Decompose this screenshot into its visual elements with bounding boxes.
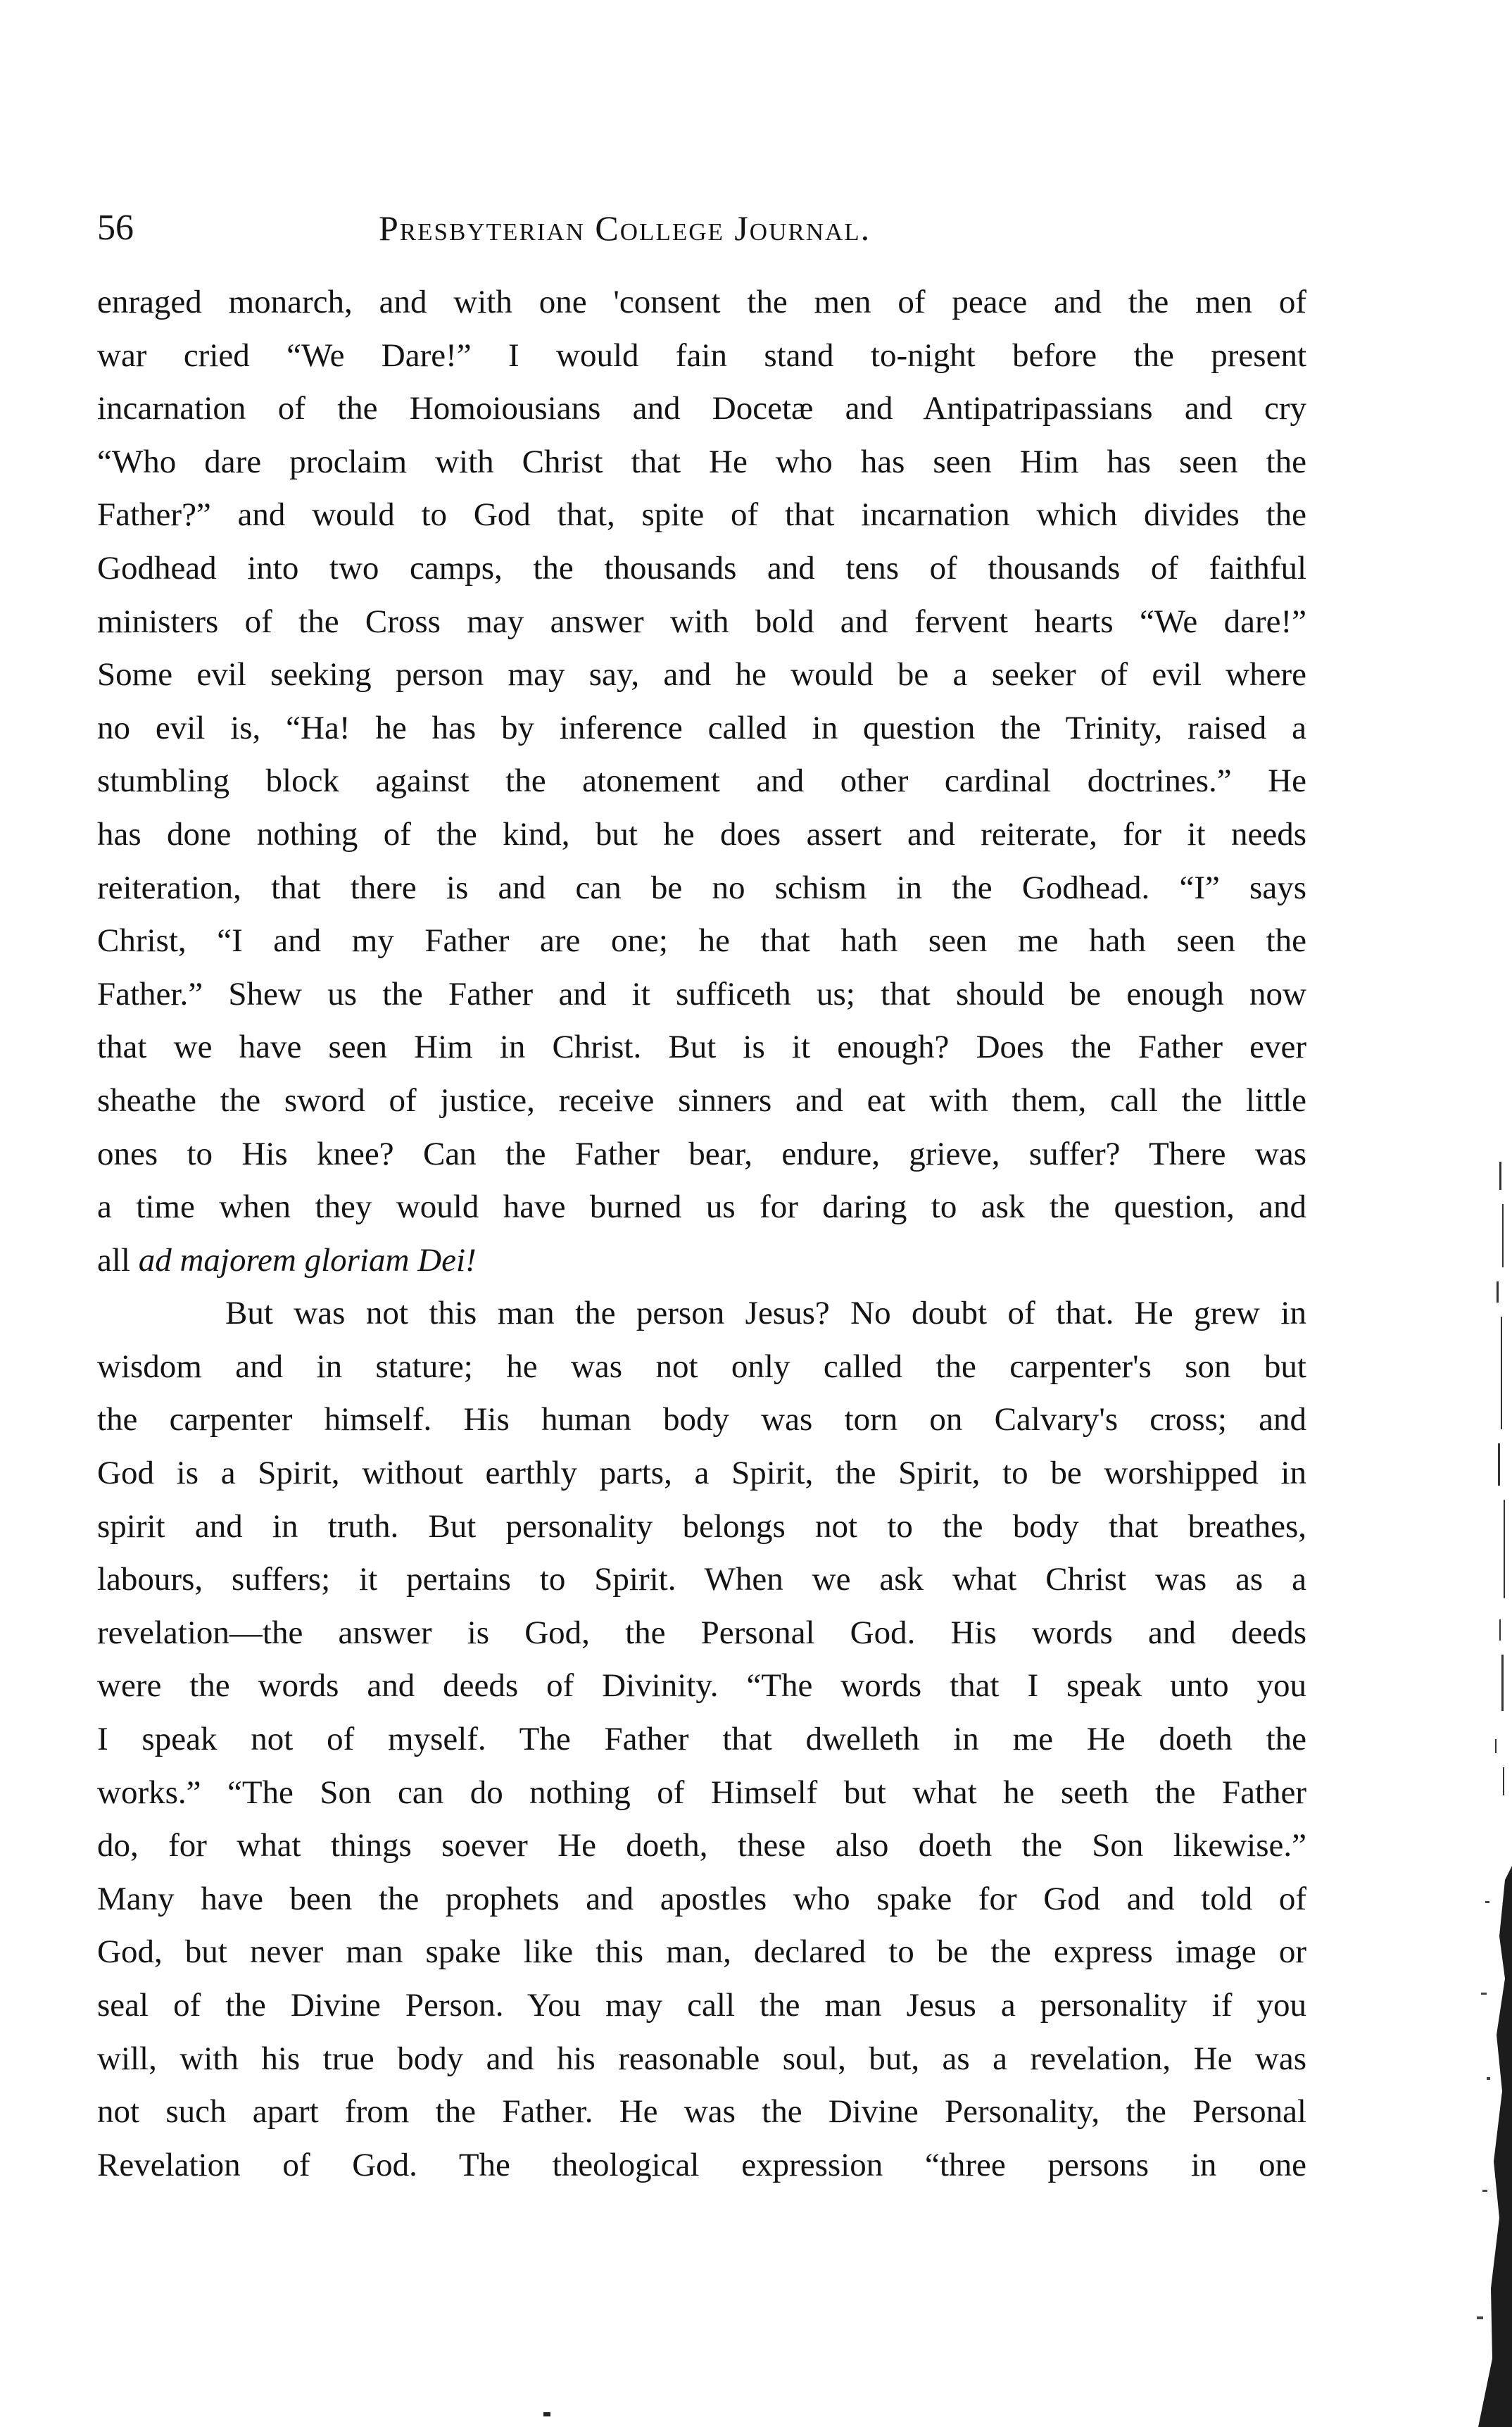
text-line: no evil is, “Ha! he has by inference called in question the Trinity, raised a — [97, 709, 1306, 746]
text-line: were the words and deeds of Divinity. “The words that I speak unto you — [97, 1667, 1306, 1705]
page-number: 56 — [97, 208, 134, 248]
text-line: Some evil seeking person may say, and he would be a seeker of evil where — [97, 656, 1306, 694]
text-line: incarnation of the Homoiousians and Docetæ and Antipatripassians and cry — [97, 390, 1306, 427]
bottom-mark — [543, 2412, 550, 2416]
text-line: reiteration, that there is and can be no schism in the Godhead. “I” says — [97, 869, 1306, 906]
text-line: “Who dare proclaim with Christ that He who has seen Him has seen the — [97, 443, 1306, 480]
text-line: sheathe the sword of justice, receive sinners and eat with them, call the little — [97, 1081, 1306, 1119]
page-header — [97, 203, 1070, 253]
text-line: will, with his true body and his reasonable soul, but, as a revelation, He was — [97, 2040, 1306, 2077]
text-line: Many have been the prophets and apostles who spake for God and told of — [97, 1880, 1306, 1917]
text-line: Christ, “I and my Father are one; he that hath seen me hath seen the — [97, 922, 1306, 960]
text-line: that we have seen Him in Christ. But is it enough? Does the Father ever — [97, 1029, 1306, 1066]
text-line: spirit and in truth. But personality belongs not to the body that breathes, — [97, 1507, 1306, 1545]
text-line: Father.” Shew us the Father and it sufficeth us; that should be enough now — [97, 975, 1306, 1012]
text-line — [97, 1234, 1306, 1288]
text-line: labours, suffers; it pertains to Spirit. When we ask what Christ was as a — [97, 1561, 1306, 1598]
text-line: war cried “We Dare!” I would fain stand to-night before the present — [97, 337, 1306, 374]
text-line: Godhead into two camps, the thousands and tens of thousands of faithful — [97, 549, 1306, 587]
text-line: Revelation of God. The theological expression “three persons in one — [97, 2146, 1306, 2183]
text-line: God, but never man spake like this man, declared to be the express image or — [97, 1933, 1306, 1971]
text-line: a time when they would have burned us for daring to ask the question, and — [97, 1189, 1306, 1226]
text-line: God is a Spirit, without earthly parts, a Spirit, the Spirit, to be worshipped in — [97, 1455, 1306, 1492]
text-line: revelation—the answer is God, the Personal God. His words and deeds — [97, 1614, 1306, 1651]
text-line: not such apart from the Father. He was the Divine Personality, the Personal — [97, 2093, 1306, 2131]
text-line: do, for what things soever He doeth, these also doeth the Son likewise.” — [97, 1827, 1306, 1864]
line-prefix: all — [97, 1241, 139, 1279]
text-line: ministers of the Cross may answer with bold and fervent hearts “We dare!” — [97, 603, 1306, 640]
scan-edge-artifact — [1450, 1162, 1512, 2427]
latin-phrase: ad majorem gloriam Dei! — [138, 1241, 477, 1279]
text-line: wisdom and in stature; he was not only called the carpenter's son but — [97, 1348, 1306, 1385]
text-line: stumbling block against the atonement and other cardinal doctrines.” He — [97, 763, 1306, 800]
text-line: Father?” and would to God that, spite of that incarnation which divides the — [97, 496, 1306, 534]
body-text — [97, 276, 1306, 2192]
text-line: has done nothing of the kind, but he does assert and reiterate, for it needs — [97, 815, 1306, 853]
text-line: the carpenter himself. His human body was torn on Calvary's cross; and — [97, 1401, 1306, 1438]
text-line: But was not this man the person Jesus? No doubt of that. He grew in — [225, 1295, 1306, 1332]
text-line: enraged monarch, and with one 'consent the men of peace and the men of — [97, 284, 1306, 320]
text-line: works.” “The Son can do nothing of Himself but what he seeth the Father — [97, 1774, 1306, 1811]
text-line: I speak not of myself. The Father that dwelleth in me He doeth the — [97, 1721, 1306, 1758]
running-head: Presbyterian College Journal. — [379, 208, 871, 248]
text-line: seal of the Divine Person. You may call the man Jesus a personality if you — [97, 1987, 1306, 2024]
text-line: ones to His knee? Can the Father bear, endure, grieve, suffer? There was — [97, 1135, 1306, 1172]
